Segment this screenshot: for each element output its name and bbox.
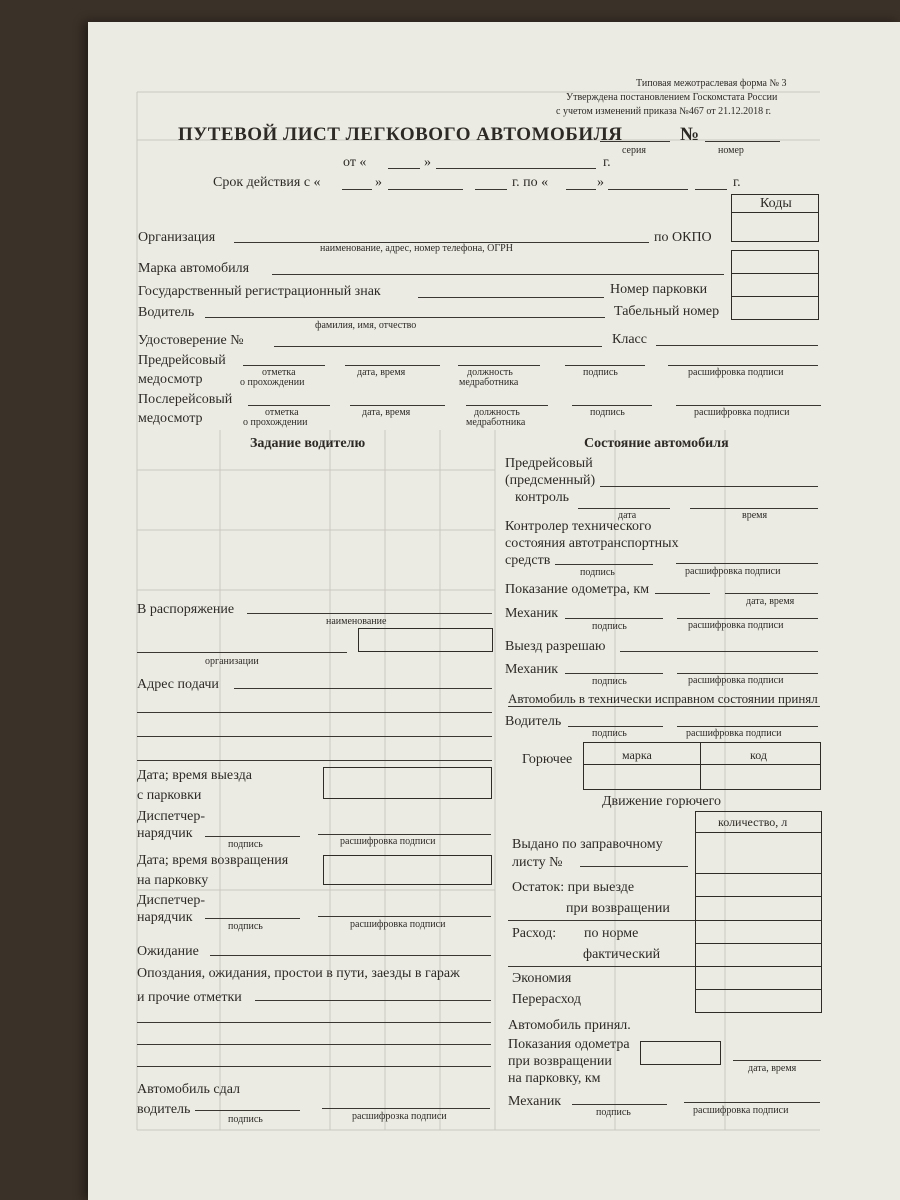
fuel-code-header: код xyxy=(750,748,767,762)
mechanic-2-signature-hint: подпись xyxy=(592,676,627,687)
fuel-quantity-row-3 xyxy=(695,896,821,897)
class-line[interactable] xyxy=(656,345,818,346)
fuel-use-norm-label: по норме xyxy=(584,926,639,941)
delays-line-1[interactable] xyxy=(255,1000,491,1001)
controller-label-1: Контролер технического xyxy=(505,519,652,534)
post-medical-position-hint-2: медработника xyxy=(466,417,526,428)
form-type-line: Типовая межотраслевая форма № 3 xyxy=(636,78,787,89)
post-medical-signature-hint: подпись xyxy=(590,407,625,418)
car-accepted-label: Автомобиль в технически исправном состоянии принял xyxy=(508,691,818,706)
driver-accept-signature-hint: подпись xyxy=(592,728,627,739)
disposal-name-hint: наименование xyxy=(326,616,387,627)
driver-task-heading: Задание водителю xyxy=(250,436,366,451)
date-quote-close: » xyxy=(424,155,431,170)
post-medical-signature-line[interactable] xyxy=(572,405,652,406)
departure-label-1: Дата; время выезда xyxy=(137,768,252,783)
pre-control-label-3: контроль xyxy=(515,490,570,505)
exit-allowed-line[interactable] xyxy=(620,651,818,652)
delays-label-1: Опоздания, ожидания, простои в пути, заезды в гараж xyxy=(137,966,460,981)
post-medical-position-hint-1: должность xyxy=(474,407,520,418)
dispatcher-2-label-1: Диспетчер- xyxy=(137,893,205,908)
disposal-org-line[interactable] xyxy=(137,652,347,653)
dispatcher-2-decode-line[interactable] xyxy=(318,916,491,917)
dispatcher-1-decode-line[interactable] xyxy=(318,834,491,835)
fuel-quantity-header: количество, л xyxy=(718,815,788,829)
pre-medical-mark-line[interactable] xyxy=(243,365,325,366)
fuel-issued-label-1: Выдано по заправочному xyxy=(512,837,663,852)
pre-control-label-1: Предрейсовый xyxy=(505,456,593,471)
fuel-label: Горючее xyxy=(522,752,573,767)
driver-line[interactable] xyxy=(205,317,605,318)
mechanic-1-decode-hint: расшифровка подписи xyxy=(688,620,784,631)
fuel-use-divider xyxy=(508,966,695,967)
car-handed-decode-line[interactable] xyxy=(322,1108,490,1109)
car-received-label: Автомобиль принял. xyxy=(508,1018,631,1033)
departure-datetime-box[interactable] xyxy=(323,767,492,799)
post-medical-mark-line[interactable] xyxy=(248,405,330,406)
delays-line-4[interactable] xyxy=(137,1066,491,1067)
pre-control-date-line[interactable] xyxy=(578,508,670,509)
car-handed-decode-hint: расшифрозка подписи xyxy=(352,1111,447,1122)
pre-control-time-line[interactable] xyxy=(690,508,818,509)
post-medical-label-1: Послерейсовый xyxy=(138,392,233,407)
pre-medical-label-1: Предрейсовый xyxy=(138,353,226,368)
dispatcher-1-signature-line[interactable] xyxy=(205,836,300,837)
waybill-form xyxy=(88,22,900,1200)
number-sign: № xyxy=(680,124,700,145)
car-handed-label-1: Автомобиль сдал xyxy=(137,1082,241,1097)
odometer-return-datetime-line[interactable] xyxy=(733,1060,821,1061)
address-line-3[interactable] xyxy=(137,736,492,737)
odometer-return-box[interactable] xyxy=(640,1041,721,1065)
fuel-issued-label-2: листу № xyxy=(512,855,563,870)
odometer-return-label-1: Показания одометра xyxy=(508,1037,630,1052)
pre-medical-label-2: медосмотр xyxy=(138,372,203,387)
tab-number-label: Табельный номер xyxy=(614,304,720,319)
controller-label-2: состояния автотранспортных xyxy=(505,536,679,551)
pre-medical-signature-line[interactable] xyxy=(565,365,645,366)
fuel-quantity-table xyxy=(695,811,822,1013)
delays-line-2[interactable] xyxy=(137,1022,491,1023)
delays-line-3[interactable] xyxy=(137,1044,491,1045)
address-line-2[interactable] xyxy=(137,712,492,713)
fuel-use-fact-label: фактический xyxy=(583,947,661,962)
dispatcher-1-decode-hint: расшифровка подписи xyxy=(340,836,436,847)
fuel-remain-label-1: Остаток: при выезде xyxy=(512,880,635,895)
codes-divider xyxy=(731,212,818,213)
driver-label: Водитель xyxy=(138,305,195,320)
fuel-quantity-row-2 xyxy=(695,873,821,874)
pre-medical-position-hint-2: медработника xyxy=(459,377,519,388)
driver-accept-decode-hint: расшифровка подписи xyxy=(686,728,782,739)
vehicle-codes-divider-1 xyxy=(731,273,818,274)
mechanic-1-signature-line[interactable] xyxy=(565,618,663,619)
pre-medical-position-hint-1: должность xyxy=(467,367,513,378)
car-accepted-line[interactable] xyxy=(508,706,820,707)
controller-signature-hint: подпись xyxy=(580,567,615,578)
fuel-table-divider xyxy=(583,764,820,765)
address-label: Адрес подачи xyxy=(137,677,219,692)
address-line-4[interactable] xyxy=(137,760,492,761)
fuel-quantity-row-5 xyxy=(695,943,821,944)
fuel-issued-line[interactable] xyxy=(580,866,688,867)
car-handed-label-2: водитель xyxy=(137,1102,191,1117)
post-medical-datetime-hint: дата, время xyxy=(362,407,411,418)
disposal-line[interactable] xyxy=(247,613,492,614)
car-state-heading: Состояние автомобиля xyxy=(584,436,729,451)
validity-from-year-line[interactable] xyxy=(475,189,507,190)
vehicle-codes-box[interactable] xyxy=(731,250,819,320)
departure-label-2: с парковки xyxy=(137,788,202,803)
validity-from-month-line[interactable] xyxy=(388,189,463,190)
reg-plate-label: Государственный регистрационный знак xyxy=(138,284,381,299)
waiting-line[interactable] xyxy=(210,955,491,956)
fuel-use-label: Расход: xyxy=(512,926,557,941)
form-approval-line: Утверждена постановлением Госкомстата России xyxy=(566,92,778,103)
validity-to-label: г. по « xyxy=(512,175,549,190)
fuel-brand-header: марка xyxy=(622,748,652,762)
mechanic-2-decode-hint: расшифровка подписи xyxy=(688,675,784,686)
driver-accept-signature-line[interactable] xyxy=(568,726,663,727)
controller-decode-hint: расшифровка подписи xyxy=(685,566,781,577)
disposal-org-hint: организации xyxy=(205,656,259,667)
controller-label-3: средств xyxy=(505,553,551,568)
mechanic-3-decode-hint: расшифровка подписи xyxy=(693,1105,789,1116)
odometer-datetime-line[interactable] xyxy=(725,593,818,594)
fuel-brand-cell[interactable] xyxy=(585,766,699,787)
class-label: Класс xyxy=(612,332,647,347)
exit-allowed-label: Выезд разрешаю xyxy=(505,639,606,654)
fuel-quantity-row-4 xyxy=(695,920,821,921)
car-brand-line[interactable] xyxy=(272,274,724,275)
date-month-line[interactable] xyxy=(436,168,596,169)
fuel-quantity-row-1 xyxy=(695,832,821,833)
dispatcher-2-label-2: нарядчик xyxy=(137,910,193,925)
pre-medical-mark-hint-1: отметка xyxy=(262,367,296,378)
pre-control-line-1[interactable] xyxy=(600,486,818,487)
fuel-code-cell[interactable] xyxy=(702,766,818,787)
date-year-suffix: г. xyxy=(603,155,611,170)
dispatcher-1-label-1: Диспетчер- xyxy=(137,809,205,824)
license-line[interactable] xyxy=(274,346,602,347)
pre-medical-datetime-line[interactable] xyxy=(345,365,440,366)
post-medical-label-2: медосмотр xyxy=(138,411,203,426)
pre-medical-decode-hint: расшифровка подписи xyxy=(688,367,784,378)
mechanic-1-signature-hint: подпись xyxy=(592,621,627,632)
post-medical-datetime-line[interactable] xyxy=(350,405,445,406)
validity-to-year-line[interactable] xyxy=(695,189,727,190)
pre-control-label-2: (предсменный) xyxy=(505,473,596,488)
fuel-overuse-label: Перерасход xyxy=(512,992,581,1007)
return-label-1: Дата; время возвращения xyxy=(137,853,289,868)
car-handed-signature-line[interactable] xyxy=(195,1110,300,1111)
odometer-datetime-hint: дата, время xyxy=(746,596,795,607)
dispatcher-2-decode-hint: расшифровка подписи xyxy=(350,919,446,930)
delays-label-2: и прочие отметки xyxy=(137,990,242,1005)
address-line-1[interactable] xyxy=(234,688,492,689)
post-medical-mark-hint-2: о прохождении xyxy=(243,417,308,428)
validity-to-day-line[interactable] xyxy=(566,189,596,190)
controller-decode-line[interactable] xyxy=(676,563,818,564)
fuel-economy-label: Экономия xyxy=(512,971,572,986)
mechanic-1-decode-line[interactable] xyxy=(677,618,818,619)
reg-plate-line[interactable] xyxy=(418,297,604,298)
mechanic-3-decode-line[interactable] xyxy=(684,1102,820,1103)
organization-hint: наименование, адрес, номер телефона, ОГРН xyxy=(320,243,513,254)
post-medical-mark-hint-1: отметка xyxy=(265,407,299,418)
dispatcher-2-signature-line[interactable] xyxy=(205,918,300,919)
waiting-label: Ожидание xyxy=(137,944,199,959)
date-from-label: от « xyxy=(343,155,367,170)
license-label: Удостоверение № xyxy=(138,333,244,348)
validity-quote-close-1: » xyxy=(375,175,382,190)
codes-label: Коды xyxy=(760,196,792,211)
series-line[interactable] xyxy=(600,141,670,142)
organization-label: Организация xyxy=(138,230,216,245)
fuel-quantity-row-6 xyxy=(695,966,821,967)
car-brand-label: Марка автомобиля xyxy=(138,261,250,276)
dispatcher-2-signature-hint: подпись xyxy=(228,921,263,932)
pre-medical-decode-line[interactable] xyxy=(668,365,818,366)
driver-accept-label: Водитель xyxy=(505,714,562,729)
number-hint: номер xyxy=(718,145,744,156)
validity-from-day-line[interactable] xyxy=(342,189,372,190)
return-label-2: на парковку xyxy=(137,873,209,888)
disposal-code-box[interactable] xyxy=(358,628,493,652)
driver-accept-decode-line[interactable] xyxy=(677,726,818,727)
dispatcher-1-signature-hint: подпись xyxy=(228,839,263,850)
odometer-return-label-3: на парковку, км xyxy=(508,1071,601,1086)
parking-number-label: Номер парковки xyxy=(610,282,708,297)
disposal-label: В распоряжение xyxy=(137,602,235,617)
validity-quote-close-2: » xyxy=(597,175,604,190)
post-medical-decode-hint: расшифровка подписи xyxy=(694,407,790,418)
mechanic-1-label: Механик xyxy=(505,606,559,621)
fuel-movement-heading: Движение горючего xyxy=(602,794,722,809)
form-title: ПУТЕВОЙ ЛИСТ ЛЕГКОВОГО АВТОМОБИЛЯ xyxy=(178,124,623,145)
form-amendment-line: с учетом изменений приказа №467 от 21.12.2018 г. xyxy=(556,106,772,117)
car-handed-signature-hint: подпись xyxy=(228,1114,263,1125)
pre-control-date-hint: дата xyxy=(618,510,637,521)
controller-signature-line[interactable] xyxy=(555,564,653,565)
fuel-remain-label-2: при возвращении xyxy=(566,901,670,916)
post-medical-decode-line[interactable] xyxy=(676,405,821,406)
odometer-line[interactable] xyxy=(655,593,710,594)
fuel-remain-divider xyxy=(508,920,695,921)
fuel-table-column-divider xyxy=(700,742,701,789)
post-medical-position-line[interactable] xyxy=(466,405,548,406)
pre-medical-mark-hint-2: о прохождении xyxy=(240,377,305,388)
mechanic-2-label: Механик xyxy=(505,662,559,677)
date-day-line[interactable] xyxy=(388,168,420,169)
pre-control-time-hint: время xyxy=(742,510,768,521)
validity-year-suffix: г. xyxy=(733,175,741,190)
odometer-label: Показание одометра, км xyxy=(505,582,650,597)
odometer-return-datetime-hint: дата, время xyxy=(748,1063,797,1074)
validity-to-month-line[interactable] xyxy=(608,189,688,190)
pre-medical-position-line[interactable] xyxy=(458,365,540,366)
pre-medical-signature-hint: подпись xyxy=(583,367,618,378)
mechanic-3-signature-line[interactable] xyxy=(572,1104,667,1105)
pre-medical-datetime-hint: дата, время xyxy=(357,367,406,378)
okpo-label: по ОКПО xyxy=(654,230,712,245)
mechanic-3-label: Механик xyxy=(508,1094,562,1109)
mechanic-2-decode-line[interactable] xyxy=(677,673,818,674)
mechanic-3-signature-hint: подпись xyxy=(596,1107,631,1118)
fuel-quantity-row-7 xyxy=(695,989,821,990)
validity-from-label: Срок действия с « xyxy=(213,175,321,190)
driver-hint: фамилия, имя, отчество xyxy=(315,320,417,331)
vehicle-codes-divider-2 xyxy=(731,296,818,297)
number-line[interactable] xyxy=(705,141,780,142)
odometer-return-label-2: при возвращении xyxy=(508,1054,612,1069)
mechanic-2-signature-line[interactable] xyxy=(565,673,663,674)
return-datetime-box[interactable] xyxy=(323,855,492,885)
series-hint: серия xyxy=(622,145,646,156)
dispatcher-1-label-2: нарядчик xyxy=(137,826,193,841)
